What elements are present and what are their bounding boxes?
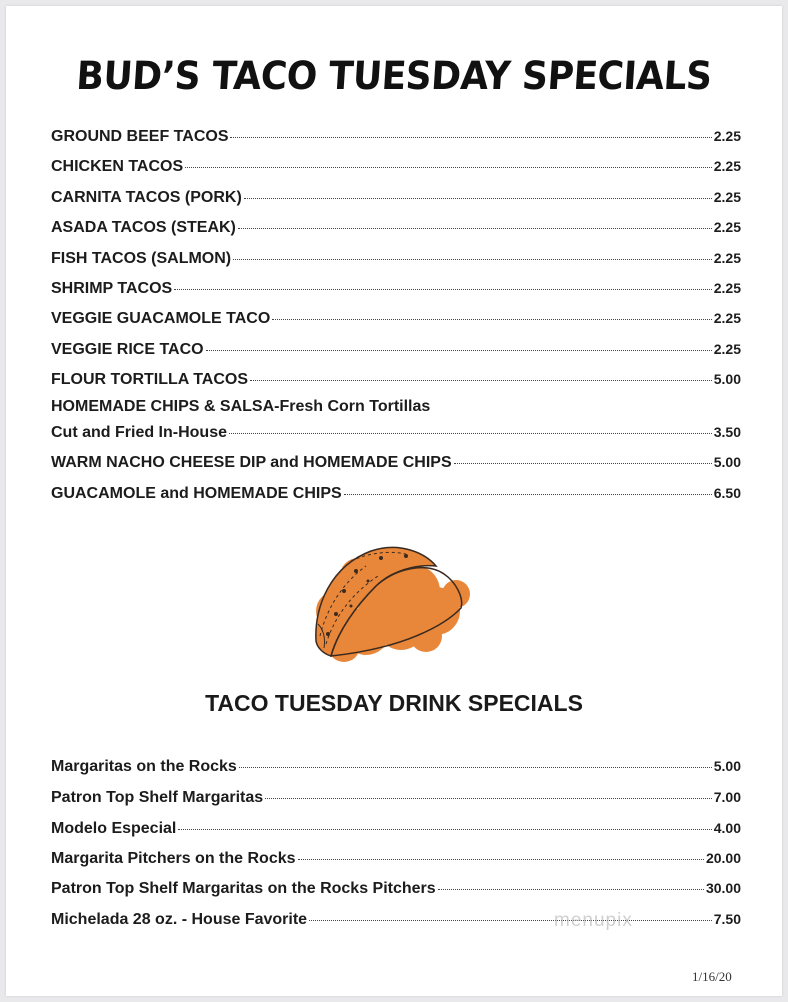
menu-item-price: 7.50 [713, 911, 741, 927]
taco-icon [296, 536, 476, 671]
menu-item-price: 2.25 [713, 158, 741, 174]
menu-item-name: VEGGIE GUACAMOLE TACO [51, 310, 271, 327]
dot-leader [250, 380, 712, 381]
dot-leader [230, 137, 711, 138]
menu-item-name-line1: HOMEMADE CHIPS & SALSA-Fresh Corn Tortillas [51, 398, 431, 415]
menu-date: 1/16/20 [692, 969, 732, 984]
menu-item-name: Michelada 28 oz. - House Favorite [51, 911, 308, 928]
dot-leader [454, 463, 712, 464]
dot-leader [185, 167, 712, 168]
menu-item-price: 7.00 [713, 789, 741, 805]
menu-title: BUD’S TACO TUESDAY SPECIALS [75, 54, 713, 99]
menu-page [6, 6, 782, 996]
menu-item-name: CARNITA TACOS (PORK) [51, 189, 242, 206]
menu-item-name: FLOUR TORTILLA TACOS [51, 371, 249, 388]
menu-item [51, 280, 741, 300]
menu-item-name: GUACAMOLE and HOMEMADE CHIPS [51, 485, 342, 502]
dot-leader [309, 920, 712, 921]
menu-item-name: SHRIMP TACOS [51, 280, 173, 297]
menu-item-price: 2.25 [713, 219, 741, 235]
dot-leader [239, 767, 712, 768]
menu-item-price: 20.00 [705, 850, 741, 866]
menu-item [51, 911, 741, 931]
menu-item [51, 424, 741, 444]
menu-item-price: 6.50 [713, 485, 741, 501]
dot-leader [244, 198, 712, 199]
menu-item-price: 5.00 [713, 454, 741, 470]
menu-item [51, 158, 741, 178]
dot-leader [238, 228, 712, 229]
dot-leader [206, 350, 712, 351]
menu-item [51, 189, 741, 209]
menu-item [51, 485, 741, 505]
menu-item-price: 4.00 [713, 820, 741, 836]
dot-leader [265, 798, 712, 799]
menu-item-name: CHICKEN TACOS [51, 158, 184, 175]
menu-item-name: Modelo Especial [51, 820, 177, 837]
dot-leader [233, 259, 712, 260]
dot-leader [174, 289, 712, 290]
drinks-heading: TACO TUESDAY DRINK SPECIALS [205, 690, 583, 716]
menu-item [51, 310, 741, 330]
menu-item [51, 250, 741, 270]
menu-item-name: Patron Top Shelf Margaritas on the Rocks Pitchers [51, 880, 436, 897]
menu-item [51, 341, 741, 361]
dot-leader [298, 859, 704, 860]
menu-item [51, 789, 741, 809]
dot-leader [438, 889, 704, 890]
menu-item-name: Margarita Pitchers on the Rocks [51, 850, 296, 867]
menu-item [51, 371, 741, 391]
menu-item-price: 2.25 [713, 341, 741, 357]
menu-item-price: 5.00 [713, 371, 741, 387]
menu-item-name: Patron Top Shelf Margaritas [51, 789, 264, 806]
dot-leader [344, 494, 712, 495]
menu-item-price: 30.00 [705, 880, 741, 896]
menu-item-name: FISH TACOS (SALMON) [51, 250, 232, 267]
dot-leader [178, 829, 711, 830]
menu-item-name: GROUND BEEF TACOS [51, 128, 229, 145]
menu-item-name: VEGGIE RICE TACO [51, 341, 204, 358]
menu-item-name: Margaritas on the Rocks [51, 758, 237, 775]
menu-item-price: 2.25 [713, 189, 741, 205]
menu-item [51, 880, 741, 900]
menu-item [51, 820, 741, 840]
menu-item-name: Cut and Fried In-House [51, 424, 227, 441]
dot-leader [229, 433, 712, 434]
menu-item-price: 5.00 [713, 758, 741, 774]
dot-leader [272, 319, 711, 320]
watermark: menupix [554, 910, 633, 931]
menu-item-price: 2.25 [713, 280, 741, 296]
menu-item-price: 2.25 [713, 128, 741, 144]
menu-item [51, 850, 741, 870]
menu-item-price: 2.25 [713, 310, 741, 326]
menu-item-price: 2.25 [713, 250, 741, 266]
menu-item [51, 758, 741, 778]
menu-item-name: ASADA TACOS (STEAK) [51, 219, 236, 236]
menu-item [51, 219, 741, 239]
menu-item-price: 3.50 [713, 424, 741, 440]
menu-item [51, 454, 741, 474]
menu-item [51, 128, 741, 148]
menu-item-name: WARM NACHO CHEESE DIP and HOMEMADE CHIPS [51, 454, 452, 471]
